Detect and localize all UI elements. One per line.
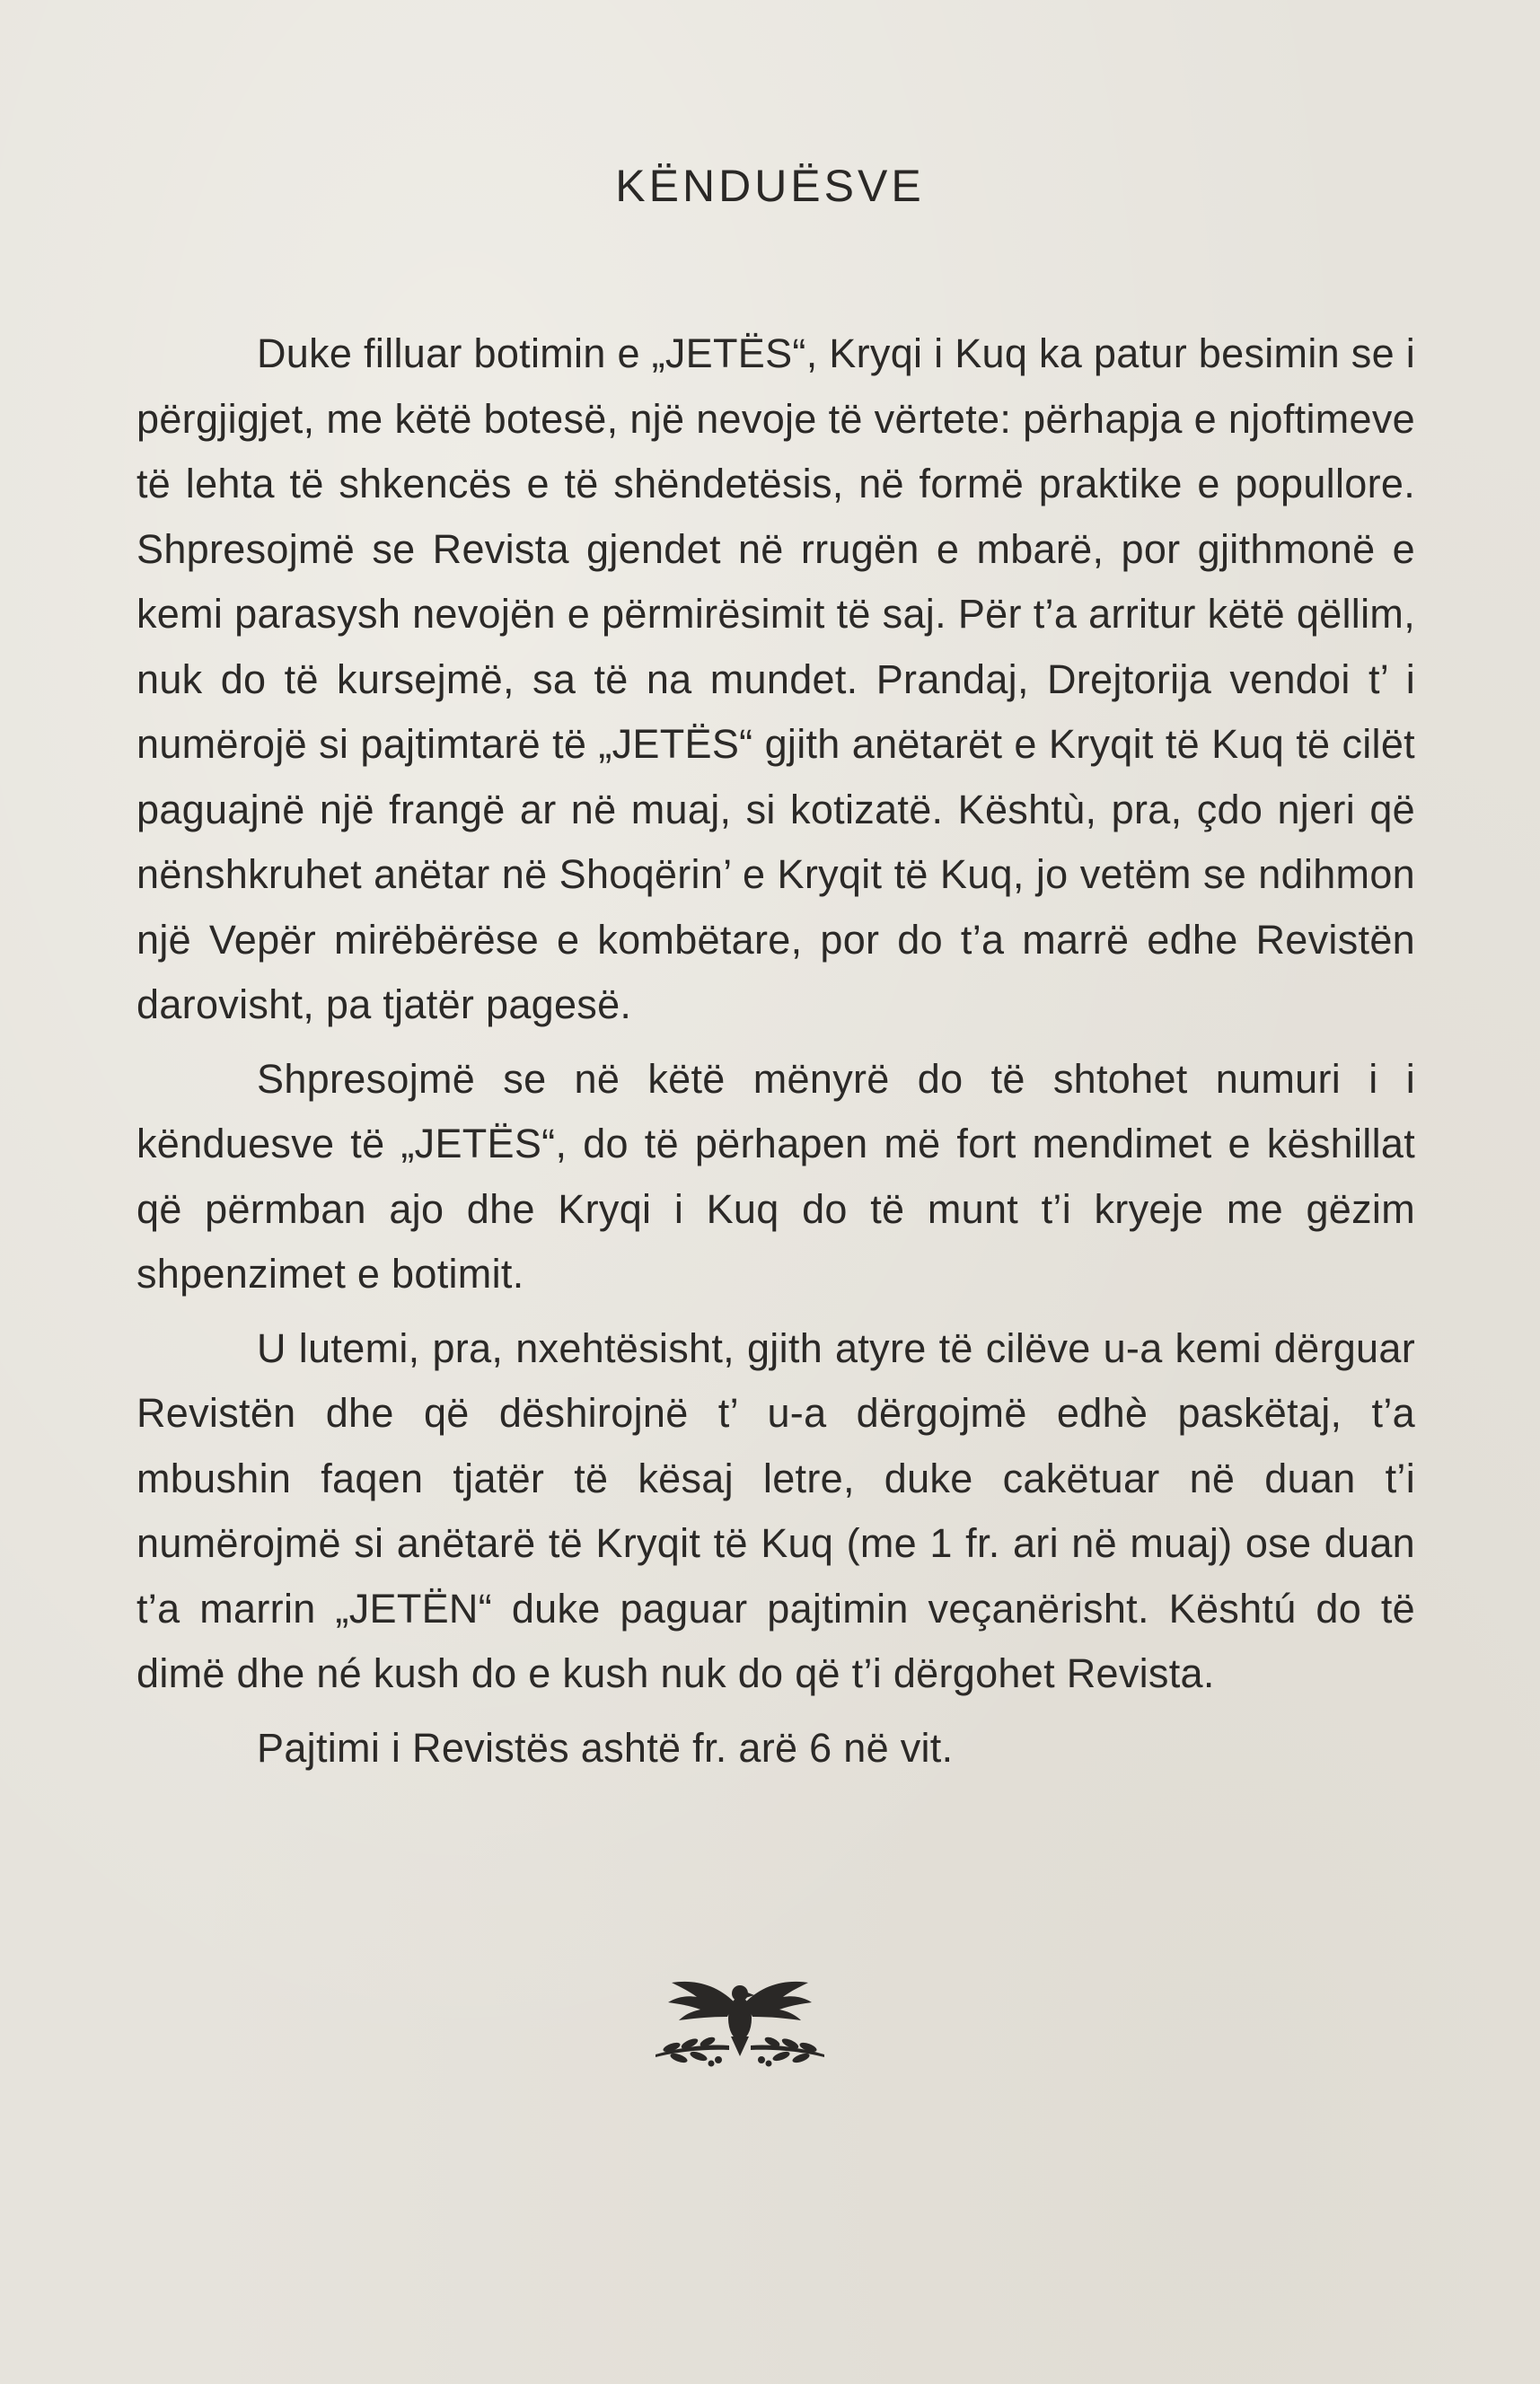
page-title: KËNDUËSVE [615,161,925,211]
paragraph-1: Duke filluar botimin e „JETËS“, Kryqi i Kuq ka patur besimin se i përgjigjet, me këtë botesë, një nevoje të vërtete: përhapja e njoftimeve të lehta të shkencës e të shëndetësis, në formë praktike e popullore. Shpresojmë se Revista gjendet në rrugën e mbarë, por gjithmonë e kemi parasysh nevojën e përmirësimit të saj. Për t’a arritur këtë qëllim, nuk do të kursejmë, sa të na mundet. Prandaj, Drejtorija vendoi t’ i numërojë si pajtimtarë të „JETËS“ gjith anëtarët e Kryqit të Kuq të cilët paguajnë një frangë ar në muaj, si kotizatë. Kështù, pra, çdo njeri që nënshkruhet anëtar në Shoqërin’ e Kryqit të Kuq, jo vetëm se ndihmon një Vepër mirëbërëse e kombëtare, por do t’a marrë edhe Revistën darovisht, pa tjatër pagesë. [136,330,1415,1027]
paragraph-3: U lutemi, pra, nxehtësisht, gjith atyre të cilëve u-a kemi dërguar Revistën dhe që dëshirojnë t’ u-a dërgojmë edhè paskëtaj, t’a mbushin faqen tjatër të kësaj letre, duke cakëtuar në duan t’i numërojmë si anëtarë të Kryqit të Kuq (me 1 fr. ari në muaj) ose duan t’a marrin „JETËN“ duke paguar pajtimin veçanërisht. Kështú do të dimë dhe né kush do e kush nuk do që t’i dërgohet Revista. [136,1324,1415,1696]
document-body [136,321,1415,1781]
paragraph-4: Pajtimi i Revistës ashtë fr. arë 6 në vit. [257,1724,954,1771]
paragraph-2: Shpresojmë se në këtë mënyrë do të shtohet numuri i i kënduesve të „JETËS“, do të përhapen më fort mendimet e këshillat që përmban ajo dhe Kryqi i Kuq do të munt t’i kryeje me gëzim shpenzimet e botimit. [136,1055,1415,1297]
eagle-ornament-icon [645,1966,835,2074]
